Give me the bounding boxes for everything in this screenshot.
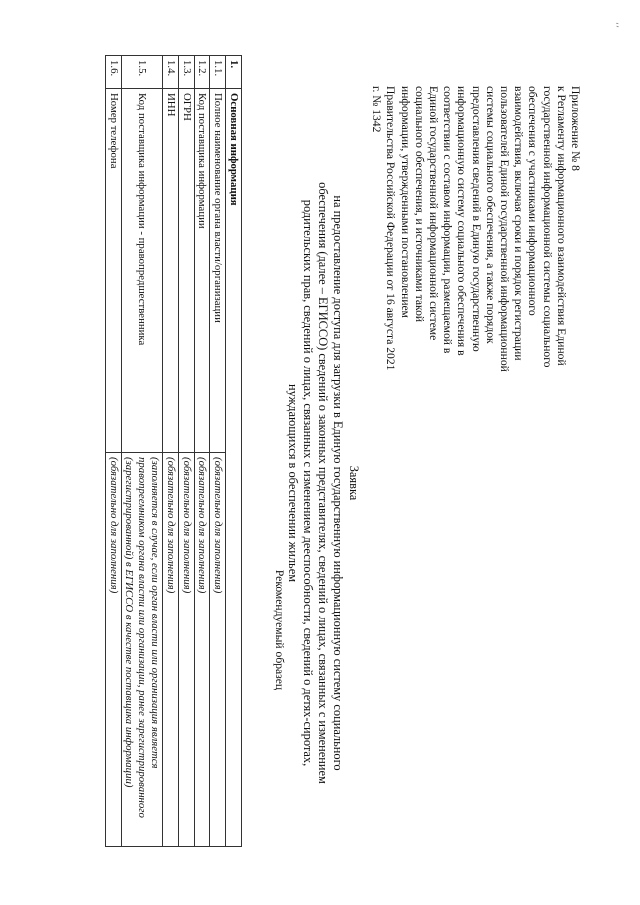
section-title: Основная информация xyxy=(226,89,242,847)
row-number: 1.5. xyxy=(121,56,162,89)
row-number: 1.4. xyxy=(163,56,179,89)
row-label: Номер телефона xyxy=(105,89,121,453)
appendix-line: социального обеспечения в соответствии с составом xyxy=(441,86,469,356)
corner-mark: ‘’ xyxy=(609,22,619,28)
appendix-line: обеспечения с участниками информационного взаимодействия, xyxy=(512,86,540,316)
appendix-line: постановлением Правительства Российской Федерации от xyxy=(384,86,412,319)
info-table xyxy=(105,55,242,847)
title-line: родительских прав, сведений о лицах, связанных с изменением дееспособности, сведений о детях-сиротах, xyxy=(300,199,315,767)
table-section-row xyxy=(226,56,242,847)
appendix-line: Единую государственную информационную систему xyxy=(455,86,483,352)
section-number: 1. xyxy=(226,56,242,89)
row-number: 1.1. xyxy=(210,56,226,89)
row-hint[interactable]: (обязательно для заполнения) xyxy=(105,453,121,847)
row-number: 1.6. xyxy=(105,56,121,89)
appendix-line: источниками такой информации, утвержденными xyxy=(398,86,426,323)
appendix-line: 16 августа 2021 г. № 1342 xyxy=(370,86,398,371)
row-number: 1.2. xyxy=(194,56,210,89)
appendix-line: к Регламенту информационного взаимодействия Единой xyxy=(554,86,568,366)
row-hint[interactable]: (обязательно для заполнения) xyxy=(163,453,179,847)
appendix-line: государственной информационной системы социального xyxy=(483,86,511,372)
row-label: Полное наименование органа власти/организации xyxy=(210,89,226,453)
row-label: ИНН xyxy=(163,89,179,453)
table-row xyxy=(105,56,121,847)
table-row xyxy=(178,56,194,847)
table-row xyxy=(194,56,210,847)
appendix-number: Приложение № 8 xyxy=(569,86,582,171)
table-row xyxy=(210,56,226,847)
document-title-block xyxy=(285,90,361,876)
appendix-line: включая сроки и порядок регистрации пользователей Единой xyxy=(497,86,526,361)
title-line: нуждающихся в обеспечении жильем xyxy=(285,383,300,583)
appendix-line: информационной системе социального обеспечения, и xyxy=(412,86,440,341)
row-hint[interactable]: (обязательно для заполнения) xyxy=(178,453,194,847)
title-line: обеспечения (далее – ЕГИССО) сведений о законных представителях, сведений о лицах, связанных с изменением xyxy=(315,182,330,784)
row-label: Код поставщика информации xyxy=(194,89,210,453)
row-hint[interactable]: (обязательно для заполнения) xyxy=(210,453,226,847)
title-line: на предоставление доступа для загрузки в Единую государственную информационную систему социального xyxy=(330,195,345,771)
table-row xyxy=(163,56,179,847)
appendix-line: государственной информационной системы социального xyxy=(540,86,554,368)
sample-label: Рекомендуемый образец xyxy=(273,569,286,691)
appendix-header xyxy=(369,86,582,374)
row-hint[interactable]: (обязательно для заполнения) xyxy=(194,453,210,847)
row-label: Код поставщика информации - правопредшественника xyxy=(121,89,162,453)
row-number: 1.3. xyxy=(178,56,194,89)
row-hint[interactable]: (заполняется в случае, если орган власти или организация является правопреемником органа власти или организации, ранее зарегистрированного (зарегистрированной) в ЕГИССО в качестве поставщика информации) xyxy=(121,453,162,847)
table-row xyxy=(121,56,162,847)
appendix-line: обеспечения, а также порядок предоставления сведений в xyxy=(469,86,497,344)
appendix-line: информации, размещаемой в Единой государственной xyxy=(426,86,455,354)
document-title: Заявка xyxy=(347,465,361,501)
row-label: ОГРН xyxy=(178,89,194,453)
